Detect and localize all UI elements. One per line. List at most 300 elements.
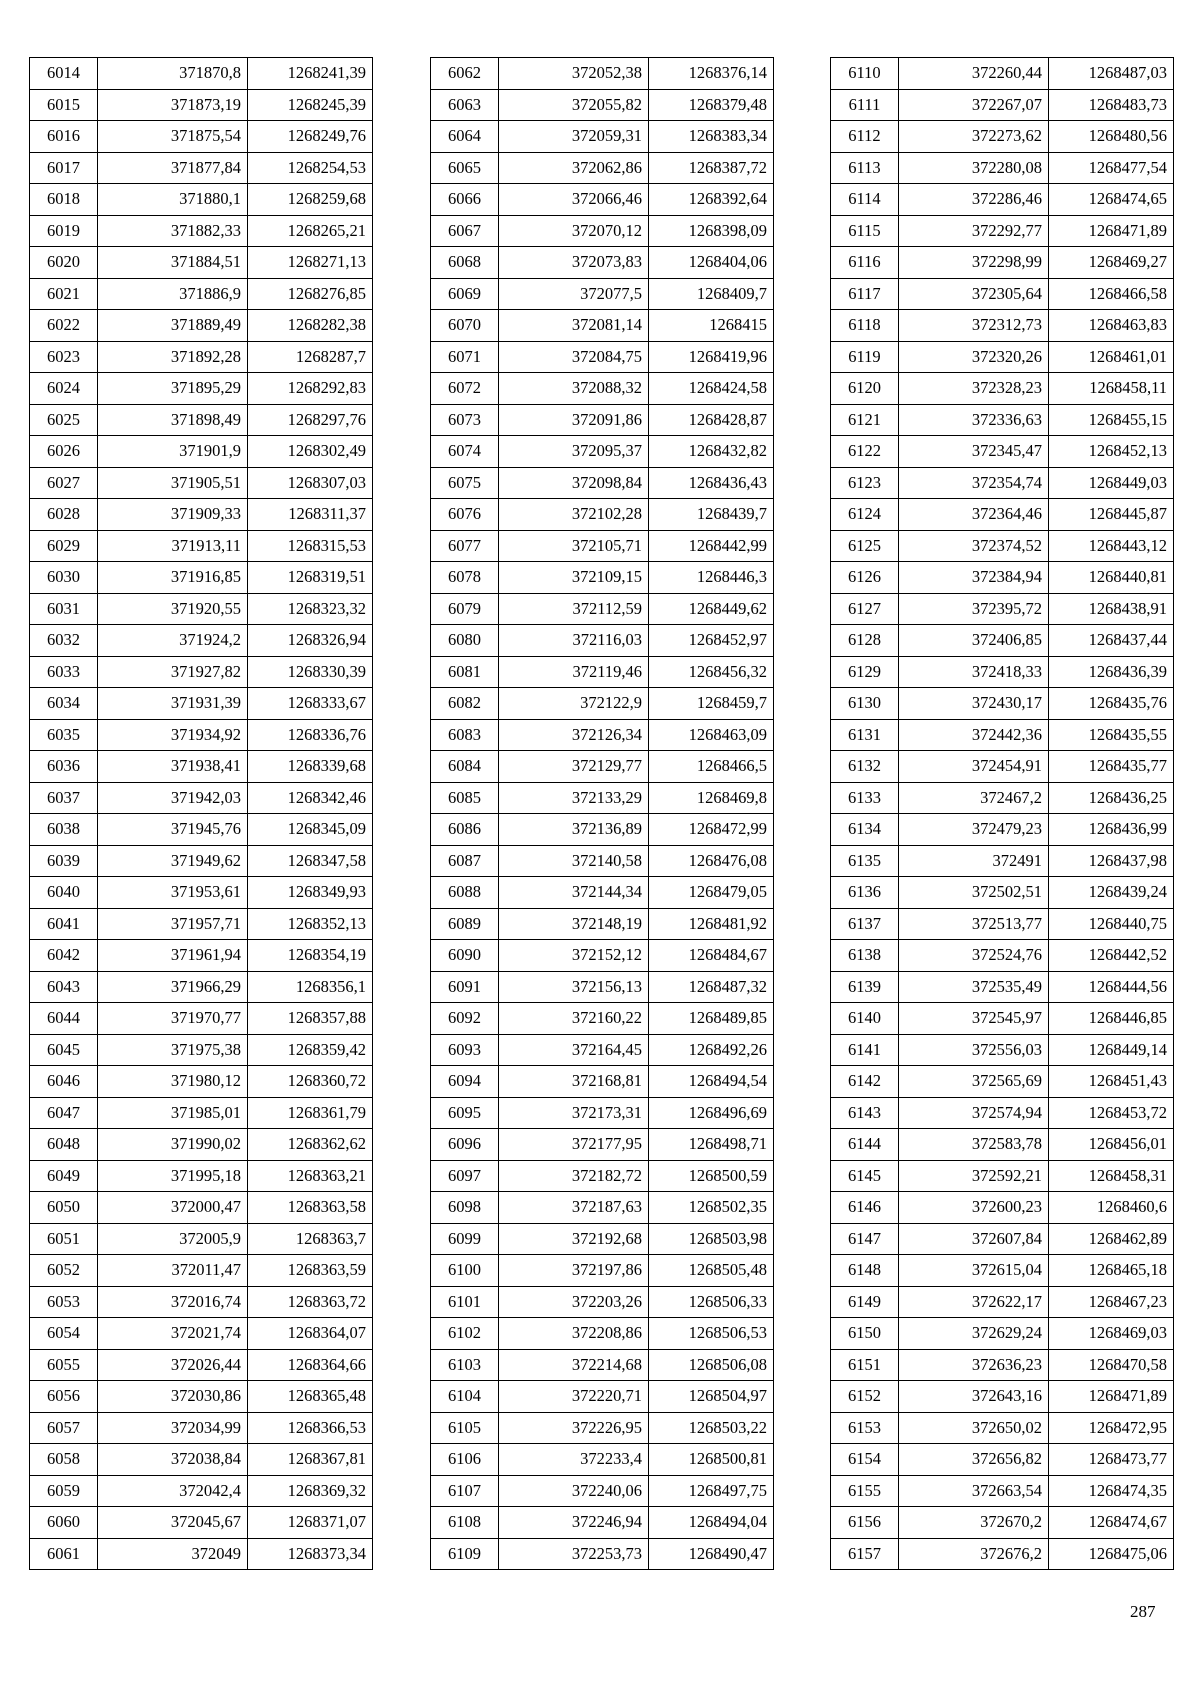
point-number-cell: 6038 [30, 814, 98, 846]
x-coordinate-cell: 372052,38 [499, 58, 649, 90]
y-coordinate-cell: 1268398,09 [649, 215, 774, 247]
x-coordinate-cell: 372102,28 [499, 499, 649, 531]
point-number-cell: 6051 [30, 1223, 98, 1255]
x-coordinate-cell: 372479,23 [899, 814, 1049, 846]
y-coordinate-cell: 1268292,83 [248, 373, 373, 405]
table-row [30, 89, 373, 121]
y-coordinate-cell: 1268436,25 [1049, 782, 1174, 814]
point-number-cell: 6156 [831, 1507, 899, 1539]
point-number-cell: 6022 [30, 310, 98, 342]
point-number-cell: 6078 [431, 562, 499, 594]
table-row [831, 121, 1174, 153]
point-number-cell: 6021 [30, 278, 98, 310]
point-number-cell: 6084 [431, 751, 499, 783]
point-number-cell: 6017 [30, 152, 98, 184]
point-number-cell: 6141 [831, 1034, 899, 1066]
x-coordinate-cell: 372026,44 [98, 1349, 248, 1381]
point-number-cell: 6147 [831, 1223, 899, 1255]
table-row [30, 1129, 373, 1161]
y-coordinate-cell: 1268452,13 [1049, 436, 1174, 468]
point-number-cell: 6150 [831, 1318, 899, 1350]
y-coordinate-cell: 1268455,15 [1049, 404, 1174, 436]
table-row [30, 1507, 373, 1539]
table-row [831, 1538, 1174, 1570]
y-coordinate-cell: 1268471,89 [1049, 215, 1174, 247]
x-coordinate-cell: 371916,85 [98, 562, 248, 594]
table-row [431, 1538, 774, 1570]
table-row [431, 58, 774, 90]
x-coordinate-cell: 372182,72 [499, 1160, 649, 1192]
y-coordinate-cell: 1268460,6 [1049, 1192, 1174, 1224]
x-coordinate-cell: 372059,31 [499, 121, 649, 153]
x-coordinate-cell: 372336,63 [899, 404, 1049, 436]
y-coordinate-cell: 1268469,8 [649, 782, 774, 814]
table-row [30, 1475, 373, 1507]
y-coordinate-cell: 1268498,71 [649, 1129, 774, 1161]
x-coordinate-cell: 371895,29 [98, 373, 248, 405]
table-row [431, 1097, 774, 1129]
x-coordinate-cell: 372502,51 [899, 877, 1049, 909]
point-number-cell: 6039 [30, 845, 98, 877]
y-coordinate-cell: 1268472,99 [649, 814, 774, 846]
table-row [831, 152, 1174, 184]
y-coordinate-cell: 1268492,26 [649, 1034, 774, 1066]
table-row [831, 184, 1174, 216]
x-coordinate-cell: 372273,62 [899, 121, 1049, 153]
x-coordinate-cell: 372081,14 [499, 310, 649, 342]
y-coordinate-cell: 1268415 [649, 310, 774, 342]
table-row [831, 1223, 1174, 1255]
x-coordinate-cell: 372034,99 [98, 1412, 248, 1444]
point-number-cell: 6094 [431, 1066, 499, 1098]
point-number-cell: 6072 [431, 373, 499, 405]
y-coordinate-cell: 1268483,73 [1049, 89, 1174, 121]
y-coordinate-cell: 1268436,39 [1049, 656, 1174, 688]
table-row [831, 688, 1174, 720]
x-coordinate-cell: 372112,59 [499, 593, 649, 625]
table-row [431, 530, 774, 562]
y-coordinate-cell: 1268458,31 [1049, 1160, 1174, 1192]
y-coordinate-cell: 1268438,91 [1049, 593, 1174, 625]
x-coordinate-cell: 372354,74 [899, 467, 1049, 499]
coordinate-table-2 [430, 57, 774, 1570]
point-number-cell: 6114 [831, 184, 899, 216]
table-row [30, 373, 373, 405]
table-row [30, 58, 373, 90]
table-row [30, 1255, 373, 1287]
point-number-cell: 6124 [831, 499, 899, 531]
x-coordinate-cell: 372144,34 [499, 877, 649, 909]
x-coordinate-cell: 372430,17 [899, 688, 1049, 720]
x-coordinate-cell: 372133,29 [499, 782, 649, 814]
table-row [831, 1160, 1174, 1192]
y-coordinate-cell: 1268424,58 [649, 373, 774, 405]
y-coordinate-cell: 1268461,01 [1049, 341, 1174, 373]
point-number-cell: 6049 [30, 1160, 98, 1192]
table-row [30, 247, 373, 279]
table-row [431, 89, 774, 121]
table-row [831, 1349, 1174, 1381]
table-row [831, 814, 1174, 846]
table-row [431, 341, 774, 373]
table-row [30, 908, 373, 940]
x-coordinate-cell: 371931,39 [98, 688, 248, 720]
x-coordinate-cell: 371953,61 [98, 877, 248, 909]
point-number-cell: 6145 [831, 1160, 899, 1192]
table-row [831, 1475, 1174, 1507]
table-row [431, 278, 774, 310]
point-number-cell: 6045 [30, 1034, 98, 1066]
point-number-cell: 6070 [431, 310, 499, 342]
table-row [831, 625, 1174, 657]
point-number-cell: 6136 [831, 877, 899, 909]
x-coordinate-cell: 372267,07 [899, 89, 1049, 121]
point-number-cell: 6116 [831, 247, 899, 279]
y-coordinate-cell: 1268365,48 [248, 1381, 373, 1413]
y-coordinate-cell: 1268362,62 [248, 1129, 373, 1161]
y-coordinate-cell: 1268376,14 [649, 58, 774, 90]
table-row [831, 341, 1174, 373]
x-coordinate-cell: 371938,41 [98, 751, 248, 783]
point-number-cell: 6046 [30, 1066, 98, 1098]
y-coordinate-cell: 1268307,03 [248, 467, 373, 499]
x-coordinate-cell: 372164,45 [499, 1034, 649, 1066]
x-coordinate-cell: 372491 [899, 845, 1049, 877]
table-row [431, 656, 774, 688]
x-coordinate-cell: 372168,81 [499, 1066, 649, 1098]
table-row [831, 971, 1174, 1003]
y-coordinate-cell: 1268352,13 [248, 908, 373, 940]
table-row [30, 152, 373, 184]
table-row [30, 719, 373, 751]
point-number-cell: 6103 [431, 1349, 499, 1381]
table-row [30, 1381, 373, 1413]
x-coordinate-cell: 372011,47 [98, 1255, 248, 1287]
x-coordinate-cell: 372045,67 [98, 1507, 248, 1539]
point-number-cell: 6122 [831, 436, 899, 468]
y-coordinate-cell: 1268435,77 [1049, 751, 1174, 783]
table-row [431, 782, 774, 814]
point-number-cell: 6118 [831, 310, 899, 342]
x-coordinate-cell: 372583,78 [899, 1129, 1049, 1161]
table-row [831, 1286, 1174, 1318]
x-coordinate-cell: 371985,01 [98, 1097, 248, 1129]
x-coordinate-cell: 371870,8 [98, 58, 248, 90]
table-row [831, 940, 1174, 972]
table-row [831, 436, 1174, 468]
x-coordinate-cell: 372286,46 [899, 184, 1049, 216]
table-row [831, 58, 1174, 90]
point-number-cell: 6102 [431, 1318, 499, 1350]
point-number-cell: 6157 [831, 1538, 899, 1570]
point-number-cell: 6126 [831, 562, 899, 594]
x-coordinate-cell: 372467,2 [899, 782, 1049, 814]
x-coordinate-cell: 371990,02 [98, 1129, 248, 1161]
point-number-cell: 6125 [831, 530, 899, 562]
y-coordinate-cell: 1268477,54 [1049, 152, 1174, 184]
y-coordinate-cell: 1268282,38 [248, 310, 373, 342]
x-coordinate-cell: 372109,15 [499, 562, 649, 594]
y-coordinate-cell: 1268480,56 [1049, 121, 1174, 153]
x-coordinate-cell: 372030,86 [98, 1381, 248, 1413]
x-coordinate-cell: 372208,86 [499, 1318, 649, 1350]
x-coordinate-cell: 371875,54 [98, 121, 248, 153]
point-number-cell: 6043 [30, 971, 98, 1003]
y-coordinate-cell: 1268302,49 [248, 436, 373, 468]
x-coordinate-cell: 372328,23 [899, 373, 1049, 405]
table-row [831, 1318, 1174, 1350]
point-number-cell: 6121 [831, 404, 899, 436]
point-number-cell: 6030 [30, 562, 98, 594]
y-coordinate-cell: 1268479,05 [649, 877, 774, 909]
x-coordinate-cell: 372298,99 [899, 247, 1049, 279]
y-coordinate-cell: 1268504,97 [649, 1381, 774, 1413]
y-coordinate-cell: 1268364,07 [248, 1318, 373, 1350]
y-coordinate-cell: 1268333,67 [248, 688, 373, 720]
table-row [30, 688, 373, 720]
table-row [831, 1129, 1174, 1161]
table-row [831, 719, 1174, 751]
y-coordinate-cell: 1268419,96 [649, 341, 774, 373]
x-coordinate-cell: 372140,58 [499, 845, 649, 877]
table-row [431, 719, 774, 751]
y-coordinate-cell: 1268440,75 [1049, 908, 1174, 940]
x-coordinate-cell: 372152,12 [499, 940, 649, 972]
point-number-cell: 6152 [831, 1381, 899, 1413]
y-coordinate-cell: 1268371,07 [248, 1507, 373, 1539]
point-number-cell: 6079 [431, 593, 499, 625]
table-row [30, 814, 373, 846]
point-number-cell: 6060 [30, 1507, 98, 1539]
x-coordinate-cell: 372395,72 [899, 593, 1049, 625]
point-number-cell: 6069 [431, 278, 499, 310]
y-coordinate-cell: 1268506,33 [649, 1286, 774, 1318]
y-coordinate-cell: 1268440,81 [1049, 562, 1174, 594]
table-row [831, 1003, 1174, 1035]
table-row [30, 499, 373, 531]
y-coordinate-cell: 1268443,12 [1049, 530, 1174, 562]
x-coordinate-cell: 372650,02 [899, 1412, 1049, 1444]
point-number-cell: 6153 [831, 1412, 899, 1444]
table-row [831, 89, 1174, 121]
y-coordinate-cell: 1268241,39 [248, 58, 373, 90]
y-coordinate-cell: 1268494,54 [649, 1066, 774, 1098]
point-number-cell: 6100 [431, 1255, 499, 1287]
y-coordinate-cell: 1268494,04 [649, 1507, 774, 1539]
point-number-cell: 6067 [431, 215, 499, 247]
x-coordinate-cell: 371980,12 [98, 1066, 248, 1098]
point-number-cell: 6073 [431, 404, 499, 436]
y-coordinate-cell: 1268484,67 [649, 940, 774, 972]
y-coordinate-cell: 1268490,47 [649, 1538, 774, 1570]
x-coordinate-cell: 371901,9 [98, 436, 248, 468]
point-number-cell: 6096 [431, 1129, 499, 1161]
point-number-cell: 6033 [30, 656, 98, 688]
table-row [30, 1444, 373, 1476]
point-number-cell: 6056 [30, 1381, 98, 1413]
x-coordinate-cell: 371898,49 [98, 404, 248, 436]
x-coordinate-cell: 372119,46 [499, 656, 649, 688]
point-number-cell: 6088 [431, 877, 499, 909]
point-number-cell: 6140 [831, 1003, 899, 1035]
table-row [30, 1160, 373, 1192]
point-number-cell: 6135 [831, 845, 899, 877]
table-row [30, 562, 373, 594]
point-number-cell: 6026 [30, 436, 98, 468]
y-coordinate-cell: 1268481,92 [649, 908, 774, 940]
y-coordinate-cell: 1268360,72 [248, 1066, 373, 1098]
x-coordinate-cell: 372136,89 [499, 814, 649, 846]
y-coordinate-cell: 1268363,58 [248, 1192, 373, 1224]
point-number-cell: 6058 [30, 1444, 98, 1476]
table-row [30, 1034, 373, 1066]
point-number-cell: 6148 [831, 1255, 899, 1287]
y-coordinate-cell: 1268345,09 [248, 814, 373, 846]
y-coordinate-cell: 1268363,72 [248, 1286, 373, 1318]
point-number-cell: 6112 [831, 121, 899, 153]
x-coordinate-cell: 371957,71 [98, 908, 248, 940]
point-number-cell: 6068 [431, 247, 499, 279]
point-number-cell: 6104 [431, 1381, 499, 1413]
table-row [831, 593, 1174, 625]
table-row [431, 814, 774, 846]
table-row [431, 310, 774, 342]
table-row [431, 625, 774, 657]
table-row [431, 1003, 774, 1035]
x-coordinate-cell: 372220,71 [499, 1381, 649, 1413]
x-coordinate-cell: 371873,19 [98, 89, 248, 121]
point-number-cell: 6028 [30, 499, 98, 531]
point-number-cell: 6020 [30, 247, 98, 279]
point-number-cell: 6032 [30, 625, 98, 657]
y-coordinate-cell: 1268245,39 [248, 89, 373, 121]
y-coordinate-cell: 1268323,32 [248, 593, 373, 625]
y-coordinate-cell: 1268363,59 [248, 1255, 373, 1287]
y-coordinate-cell: 1268359,42 [248, 1034, 373, 1066]
table-row [431, 1444, 774, 1476]
point-number-cell: 6014 [30, 58, 98, 90]
x-coordinate-cell: 372062,86 [499, 152, 649, 184]
y-coordinate-cell: 1268503,22 [649, 1412, 774, 1444]
point-number-cell: 6098 [431, 1192, 499, 1224]
y-coordinate-cell: 1268369,32 [248, 1475, 373, 1507]
x-coordinate-cell: 372312,73 [899, 310, 1049, 342]
y-coordinate-cell: 1268336,76 [248, 719, 373, 751]
x-coordinate-cell: 372280,08 [899, 152, 1049, 184]
y-coordinate-cell: 1268466,5 [649, 751, 774, 783]
x-coordinate-cell: 371882,33 [98, 215, 248, 247]
y-coordinate-cell: 1268473,77 [1049, 1444, 1174, 1476]
point-number-cell: 6081 [431, 656, 499, 688]
table-row [831, 562, 1174, 594]
point-number-cell: 6131 [831, 719, 899, 751]
y-coordinate-cell: 1268446,85 [1049, 1003, 1174, 1035]
x-coordinate-cell: 372384,94 [899, 562, 1049, 594]
table-row [431, 404, 774, 436]
x-coordinate-cell: 372305,64 [899, 278, 1049, 310]
point-number-cell: 6024 [30, 373, 98, 405]
table-row [431, 121, 774, 153]
y-coordinate-cell: 1268354,19 [248, 940, 373, 972]
x-coordinate-cell: 372226,95 [499, 1412, 649, 1444]
y-coordinate-cell: 1268506,08 [649, 1349, 774, 1381]
point-number-cell: 6035 [30, 719, 98, 751]
table-row [431, 1349, 774, 1381]
table-row [831, 751, 1174, 783]
y-coordinate-cell: 1268470,58 [1049, 1349, 1174, 1381]
point-number-cell: 6053 [30, 1286, 98, 1318]
x-coordinate-cell: 372042,4 [98, 1475, 248, 1507]
table-row [431, 877, 774, 909]
y-coordinate-cell: 1268363,21 [248, 1160, 373, 1192]
table-row [30, 1349, 373, 1381]
y-coordinate-cell: 1268462,89 [1049, 1223, 1174, 1255]
table-row [831, 278, 1174, 310]
table-row [30, 1412, 373, 1444]
y-coordinate-cell: 1268436,43 [649, 467, 774, 499]
y-coordinate-cell: 1268330,39 [248, 656, 373, 688]
x-coordinate-cell: 372091,86 [499, 404, 649, 436]
table-row [30, 184, 373, 216]
point-number-cell: 6143 [831, 1097, 899, 1129]
point-number-cell: 6092 [431, 1003, 499, 1035]
y-coordinate-cell: 1268442,99 [649, 530, 774, 562]
table-row [831, 1507, 1174, 1539]
x-coordinate-cell: 372636,23 [899, 1349, 1049, 1381]
y-coordinate-cell: 1268463,09 [649, 719, 774, 751]
x-coordinate-cell: 371949,62 [98, 845, 248, 877]
point-number-cell: 6154 [831, 1444, 899, 1476]
x-coordinate-cell: 372095,37 [499, 436, 649, 468]
x-coordinate-cell: 372156,13 [499, 971, 649, 1003]
x-coordinate-cell: 372005,9 [98, 1223, 248, 1255]
point-number-cell: 6117 [831, 278, 899, 310]
table-row [30, 625, 373, 657]
table-row [30, 1223, 373, 1255]
table-row [831, 215, 1174, 247]
x-coordinate-cell: 372160,22 [499, 1003, 649, 1035]
point-number-cell: 6137 [831, 908, 899, 940]
x-coordinate-cell: 371961,94 [98, 940, 248, 972]
table-row [831, 499, 1174, 531]
table-row [30, 845, 373, 877]
x-coordinate-cell: 372513,77 [899, 908, 1049, 940]
table-row [30, 940, 373, 972]
table-row [431, 499, 774, 531]
point-number-cell: 6055 [30, 1349, 98, 1381]
y-coordinate-cell: 1268449,62 [649, 593, 774, 625]
x-coordinate-cell: 372643,16 [899, 1381, 1049, 1413]
y-coordinate-cell: 1268364,66 [248, 1349, 373, 1381]
point-number-cell: 6119 [831, 341, 899, 373]
y-coordinate-cell: 1268432,82 [649, 436, 774, 468]
point-number-cell: 6155 [831, 1475, 899, 1507]
table-row [431, 1381, 774, 1413]
x-coordinate-cell: 371927,82 [98, 656, 248, 688]
table-row [30, 782, 373, 814]
point-number-cell: 6066 [431, 184, 499, 216]
x-coordinate-cell: 372192,68 [499, 1223, 649, 1255]
x-coordinate-cell: 372406,85 [899, 625, 1049, 657]
x-coordinate-cell: 372260,44 [899, 58, 1049, 90]
point-number-cell: 6076 [431, 499, 499, 531]
x-coordinate-cell: 371966,29 [98, 971, 248, 1003]
point-number-cell: 6015 [30, 89, 98, 121]
y-coordinate-cell: 1268259,68 [248, 184, 373, 216]
table-row [30, 1538, 373, 1570]
x-coordinate-cell: 372049 [98, 1538, 248, 1570]
y-coordinate-cell: 1268505,48 [649, 1255, 774, 1287]
